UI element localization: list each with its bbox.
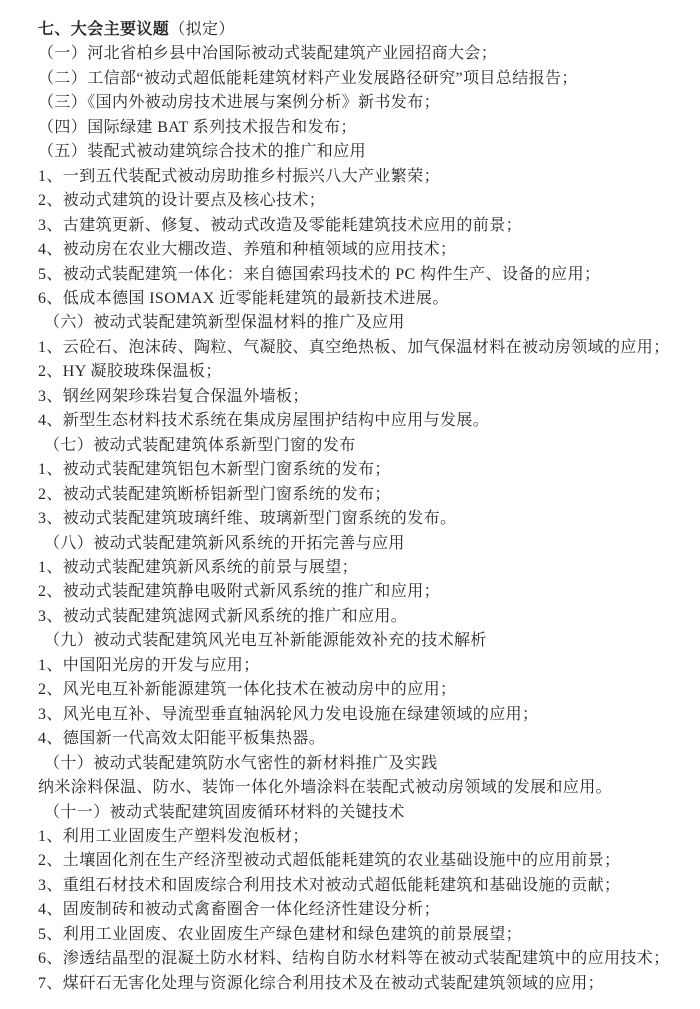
document-line: 2、风光电互补新能源建筑一体化技术在被动房中的应用； — [38, 681, 457, 699]
document-line: 4、被动房在农业大棚改造、养殖和种植领域的应用技术； — [38, 241, 457, 259]
document-line: 4、固废制砖和被动式禽畜圈舍一体化经济性建设分析； — [38, 901, 441, 919]
document-line: （二）工信部“被动式超低能耗建筑材料产业发展路径研究”项目总结报告； — [38, 69, 578, 87]
document-line: （十）被动式装配建筑防水气密性的新材料推广及实践 — [44, 754, 438, 772]
document-line: （六）被动式装配建筑新型保温材料的推广及应用 — [44, 314, 405, 332]
document-line: （三）《国内外被动房技术进展与案例分析》新书发布； — [38, 94, 441, 112]
document-line: 6、渗透结晶型的混凝土防水材料、结构自防水材料等在被动式装配建筑中的应用技术； — [38, 950, 670, 968]
document-line: 纳米涂料保温、防水、装饰一体化外墙涂料在装配式被动房领域的发展和应用。 — [38, 779, 613, 797]
document-line: 3、被动式装配建筑滤网式新风系统的推广和应用。 — [38, 607, 408, 625]
document-line: 3、古建筑更新、修复、被动式改造及零能耗建筑技术应用的前景； — [38, 216, 523, 234]
document-line: 4、新型生态材料技术系统在集成房屋围护结构中应用与发展。 — [38, 412, 490, 430]
document-line: （四）国际绿建 BAT 系列技术报告和发布； — [38, 118, 357, 136]
document-line: 6、低成本德国 ISOMAX 近零能耗建筑的最新技术进展。 — [38, 289, 449, 307]
document-line: 1、云砼石、泡沫砖、陶粒、气凝胶、真空绝热板、加气保温材料在被动房领域的应用； — [38, 338, 670, 356]
document-line: 3、被动式装配建筑玻璃纤维、玻璃新型门窗系统的发布。 — [38, 510, 457, 528]
document-line: 1、利用工业固废生产塑料发泡板材； — [38, 827, 309, 845]
document-line: 1、中国阳光房的开发与应用； — [38, 656, 260, 674]
page-title-suffix: （拟定） — [169, 21, 235, 38]
document-line: 3、钢丝网架珍珠岩复合保温外墙板； — [38, 387, 309, 405]
document-line: 2、被动式装配建筑断桥铝新型门窗系统的发布； — [38, 485, 391, 503]
document-line: 3、重组石材技术和固废综合利用技术对被动式超低能耗建筑和基础设施的贡献； — [38, 876, 621, 894]
document-line: （八）被动式装配建筑新风系统的开拓完善与应用 — [44, 534, 405, 552]
document-line: 7、煤矸石无害化处理与资源化综合利用技术及在被动式装配建筑领域的应用； — [38, 974, 605, 992]
document-line: 2、土壤固化剂在生产经济型被动式超低能耗建筑的农业基础设施中的应用前景； — [38, 852, 621, 870]
document-line: 2、被动式建筑的设计要点及核心技术； — [38, 192, 326, 210]
document-line: （五）装配式被动建筑综合技术的推广和应用 — [38, 143, 367, 161]
document-line: 1、被动式装配建筑铝包木新型门窗系统的发布； — [38, 461, 391, 479]
document-line: 2、HY 凝胶玻珠保温板； — [38, 363, 222, 381]
document-line: 5、被动式装配建筑一体化：来自德国索玛技术的 PC 构件生产、设备的应用； — [38, 265, 601, 283]
document-line: （七）被动式装配建筑体系新型门窗的发布 — [44, 436, 356, 454]
document-line: 1、一到五代装配式被动房助推乡村振兴八大产业繁荣； — [38, 167, 441, 185]
document-line: （十一）被动式装配建筑固废循环材料的关键技术 — [44, 803, 405, 821]
document-line: （九）被动式装配建筑风光电互补新能源能效补充的技术解析 — [44, 632, 487, 650]
document-line: 1、被动式装配建筑新风系统的前景与展望； — [38, 558, 359, 576]
page-title — [38, 18, 680, 42]
page-title-main: 七、大会主要议题 — [38, 21, 170, 38]
document-line: （一）河北省柏乡县中冶国际被动式装配建筑产业园招商大会； — [38, 45, 498, 63]
document-line: 2、被动式装配建筑静电吸附式新风系统的推广和应用； — [38, 583, 441, 601]
document-line: 3、风光电互补、导流型垂直轴涡轮风力发电设施在绿建领域的应用； — [38, 705, 539, 723]
document-line: 5、利用工业固废、农业固废生产绿色建材和绿色建筑的前景展望； — [38, 925, 523, 943]
document-line: 4、德国新一代高效太阳能平板集热器。 — [38, 730, 326, 748]
agenda-lines — [38, 42, 680, 996]
